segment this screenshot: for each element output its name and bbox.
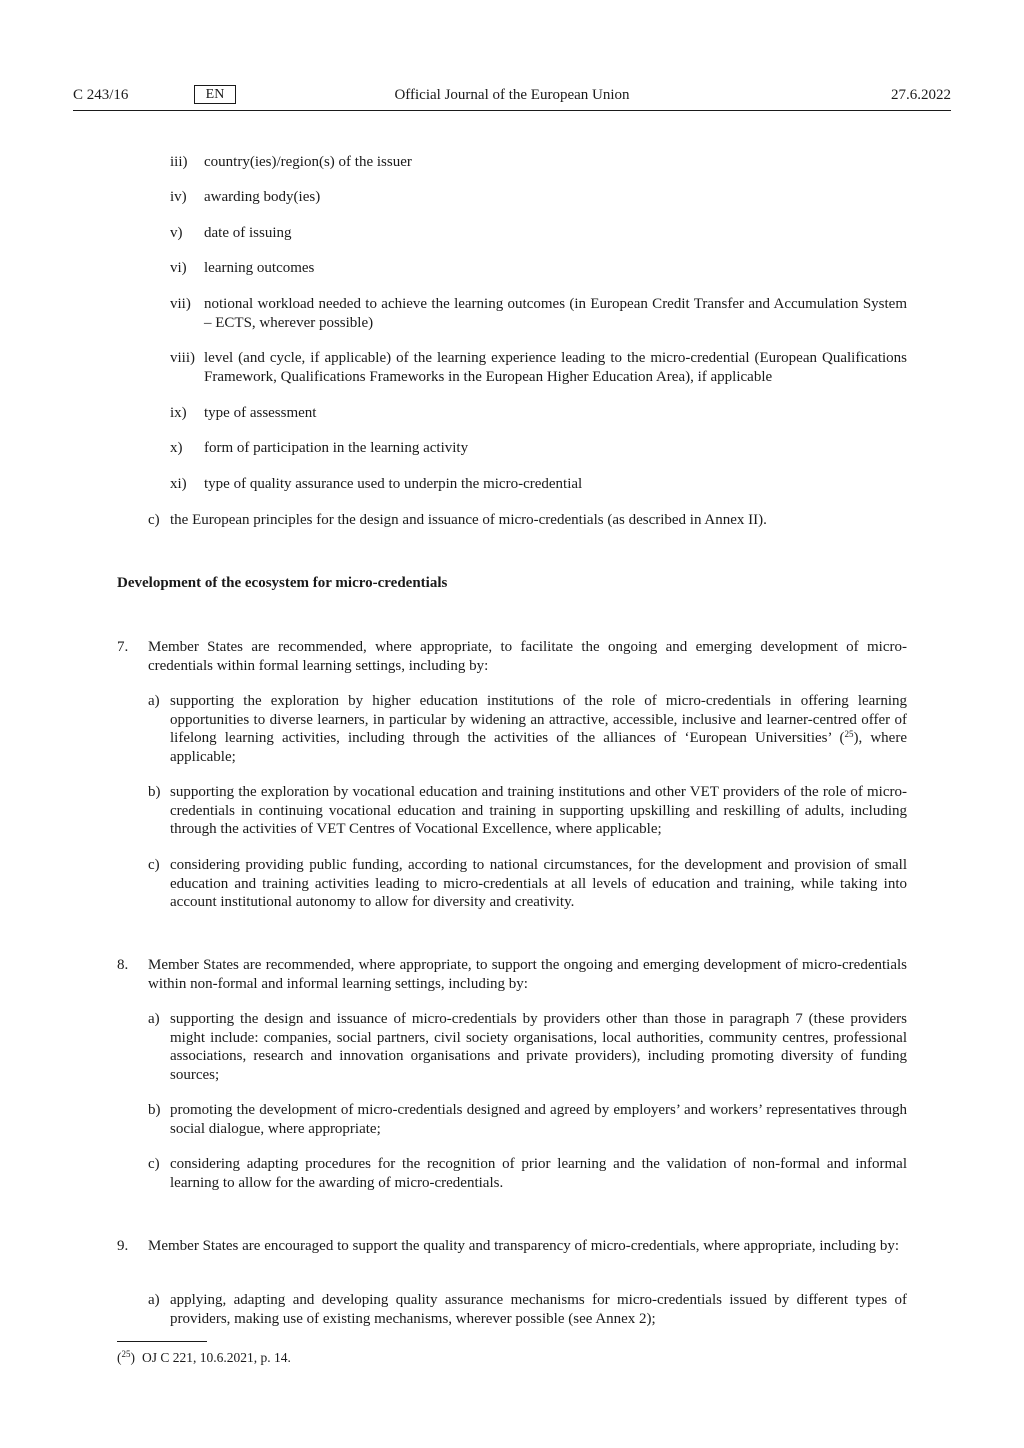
list-item-number: b) (148, 784, 161, 800)
paragraph-9-item-a: applying, adapting and developing quality assurance mechanisms for micro-credentials issued by different types of providers, making use of existing mechanisms, wherever possible (see Annex 2); (170, 1292, 907, 1327)
paragraph-9: Member States are encouraged to support the quality and transparency of micro-credentials, where appropriate, including by: (148, 1238, 899, 1254)
list-item: awarding body(ies) (204, 189, 321, 205)
paragraph-number: 9. (117, 1238, 129, 1254)
paragraph-8-item-a: supporting the design and issuance of micro-credentials by providers other than those in paragraph 7 (these providers might include: companies, social partners, civil society organisations, local authorities, community centres, professional associations, research and innovation organisations and private providers), including promoting diversity of funding sources; (170, 1011, 907, 1083)
footnote (117, 1349, 291, 1368)
page-header (73, 86, 951, 108)
journal-title: Official Journal of the European Union (394, 87, 630, 103)
list-item-number: viii) (170, 350, 195, 366)
paragraph-8-item-c: considering adapting procedures for the recognition of prior learning and the validation of non-formal and informal learning to allow for the awarding of micro-credentials. (170, 1156, 907, 1191)
paragraph-7-item-b: supporting the exploration by vocational education and training institutions and other VET providers of the role of micro-credentials in continuing vocational education and training in supporting upskilling and reskilling of adults, including through the activities of VET Centres of Vocational Excellence, where applicable; (170, 784, 907, 837)
list-item-number: vii) (170, 296, 191, 312)
list-item-number: c) (148, 857, 160, 873)
list-item-number: a) (148, 693, 160, 709)
list-item: notional workload needed to achieve the learning outcomes (in European Credit Transfer and Accumulation System – ECTS, wherever possible) (204, 296, 907, 331)
list-item: form of participation in the learning activity (204, 440, 469, 456)
list-item: type of assessment (204, 405, 317, 421)
journal-reference: C 243/16 (73, 87, 129, 103)
language-badge: EN (194, 85, 236, 104)
list-item-number: vi) (170, 260, 187, 276)
list-item-number: a) (148, 1011, 160, 1027)
list-item: country(ies)/region(s) of the issuer (204, 154, 412, 170)
header-rule (73, 110, 951, 111)
paragraph-8-item-b: promoting the development of micro-credentials designed and agreed by employers’ and workers’ representatives through social dialogue, where appropriate; (170, 1102, 907, 1137)
paragraph-7-item-a: supporting the exploration by higher education institutions of the role of micro-credentials in offering learning opportunities to diverse learners, in particular by widening an attractive, accessible, inclusive and learner-centred offer of lifelong learning activities, including through the activities of the alliances of ‘European Universities’ ($^{25}$), where applicable; (170, 693, 907, 765)
list-item-number: c) (148, 1156, 160, 1172)
list-item-number: b) (148, 1102, 161, 1118)
list-item-number: a) (148, 1292, 160, 1308)
paragraph-7-item-c: considering providing public funding, according to national circumstances, for the development and provision of small education and training activities leading to micro-credentials at all levels of education and training, while taking into account institutional autonomy to allow for diversity and creativity. (170, 857, 907, 910)
footnote-text: OJ C 221, 10.6.2021, p. 14. (142, 1350, 291, 1365)
list-item-number: c) (148, 512, 160, 528)
footnote-marker: ($^{25}$) (117, 1349, 135, 1365)
list-item: learning outcomes (204, 260, 315, 276)
list-item: the European principles for the design and issuance of micro-credentials (as described in Annex II). (170, 512, 767, 528)
section-heading: Development of the ecosystem for micro-credentials (117, 575, 448, 591)
footnote-rule (117, 1341, 207, 1342)
list-item: date of issuing (204, 225, 292, 241)
list-item: level (and cycle, if applicable) of the learning experience leading to the micro-credential (European Qualifications Framework, Qualifications Frameworks in the European Higher Education Area), if applicable (204, 350, 907, 385)
footnote-reference[interactable]: 25 (844, 729, 854, 739)
list-item-number: xi) (170, 476, 187, 492)
paragraph-number: 7. (117, 639, 129, 655)
paragraph-number: 8. (117, 957, 129, 973)
paragraph-7: Member States are recommended, where appropriate, to facilitate the ongoing and emerging development of micro-credentials within formal learning settings, including by: (148, 639, 907, 674)
paragraph-8: Member States are recommended, where appropriate, to support the ongoing and emerging development of micro-credentials within non-formal and informal learning settings, including by: (148, 957, 907, 992)
list-item: type of quality assurance used to underpin the micro-credential (204, 476, 583, 492)
list-item-number: x) (170, 440, 183, 456)
list-item-number: iv) (170, 189, 187, 205)
list-item-number: iii) (170, 154, 188, 170)
publication-date: 27.6.2022 (891, 87, 951, 103)
list-item-number: ix) (170, 405, 187, 421)
list-item-number: v) (170, 225, 183, 241)
